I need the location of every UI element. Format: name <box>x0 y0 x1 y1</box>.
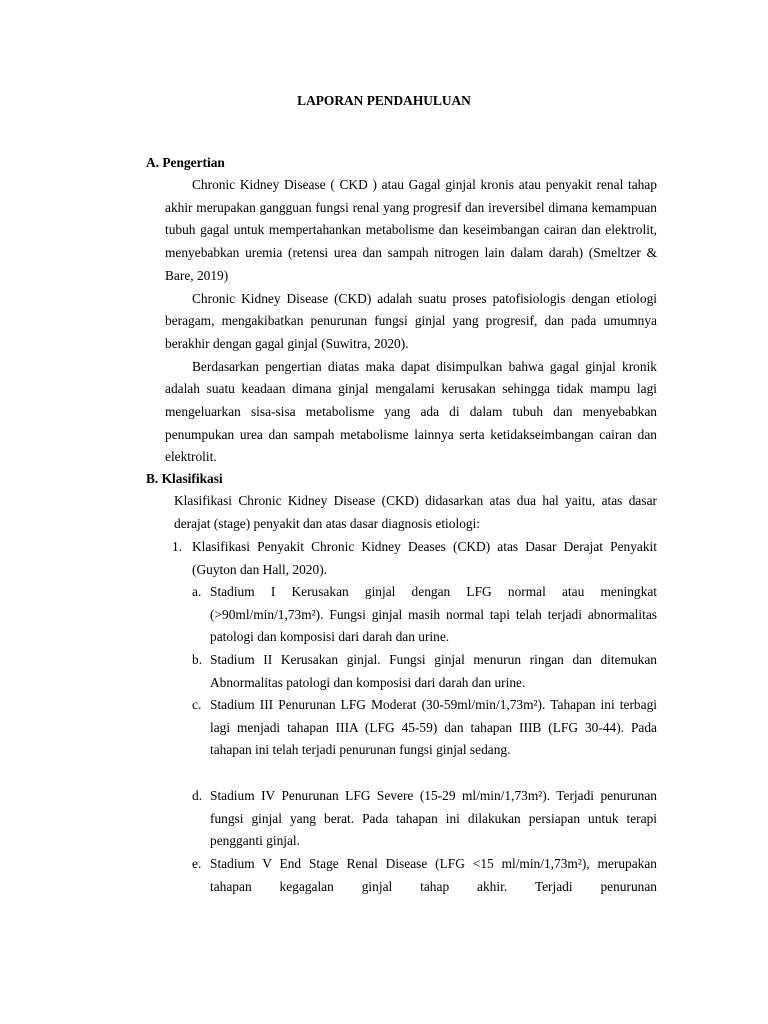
sublist-marker: e. <box>192 856 202 871</box>
sublist-item-d: Stadium IV Penurunan LFG Severe (15-29 ml/min/1,73m²). Terjadi penurunan fungsi ginjal yang berat. Pada tahapan ini dilakukan persiapan untuk terapi pengganti ginjal. <box>210 788 657 849</box>
sublist-marker: d. <box>192 788 203 803</box>
section-b-heading: B. Klasifikasi <box>146 471 223 486</box>
section-b-intro: Klasifikasi Chronic Kidney Disease (CKD) didasarkan atas dua hal yaitu, atas dasar derajat (stage) penyakit dan atas dasar diagnosis etiologi: <box>174 493 657 531</box>
sublist-item-b: Stadium II Kerusakan ginjal. Fungsi ginjal menurun ringan dan ditemukan Abnormalitas patologi dan komposisi dari darah dan urine. <box>210 652 657 690</box>
section-a-body <box>165 174 657 469</box>
sublist-item-a: Stadium I Kerusakan ginjal dengan LFG normal atau meningkat (>90ml/min/1,73m²). Fungsi ginjal masih normal tapi telah terjadi abnormalitas patologi dan komposisi dari darah dan urine. <box>210 584 657 645</box>
sublist-marker: b. <box>192 652 203 667</box>
section-a-paragraph: Chronic Kidney Disease ( CKD ) atau Gagal ginjal kronis atau penyakit renal tahap akhir merupakan gangguan fungsi renal yang progresif dan ireversibel dimana kemampuan tubuh gagal untuk mempertahankan metabolisme dan keseimbangan cairan dan elektrolit, menyebabkan uremia (retensi urea dan sampah nitrogen lain dalam darah) (Smeltzer & Bare, 2019) <box>165 177 657 283</box>
document-title: LAPORAN PENDAHULUAN <box>297 93 471 108</box>
section-a-paragraph: Berdasarkan pengertian diatas maka dapat disimpulkan bahwa gagal ginjal kronik adalah suatu keadaan dimana ginjal mengalami kerusakan sehingga tidak mampu lagi mengeluarkan sisa-sisa metabolisme yang ada di dalam tubuh dan menyebabkan penumpukan urea dan sampah metabolisme lainnya serta ketidakseimbangan cairan dan elektrolit. <box>165 358 657 465</box>
sublist-item-c: Stadium III Penurunan LFG Moderat (30-59ml/min/1,73m²). Tahapan ini terbagi lagi menjadi tahapan IIIA (LFG 45-59) dan tahapan IIIB (LFG 30-44). Pada tahapan ini telah terjadi penurunan fungsi ginjal sedang. <box>210 697 657 758</box>
list-marker: 1. <box>172 539 183 554</box>
sublist-marker: a. <box>192 584 202 599</box>
sublist-item-e: Stadium V End Stage Renal Disease (LFG <15 ml/min/1,73m²), merupakan tahapan kegagalan ginjal tahap akhir. Terjadi penurunan <box>210 856 657 894</box>
list-item-1-text: Klasifikasi Penyakit Chronic Kidney Deases (CKD) atas Dasar Derajat Penyakit (Guyton dan Hall, 2020). <box>192 539 657 577</box>
section-a-paragraph: Chronic Kidney Disease (CKD) adalah suatu proses patofisiologis dengan etiologi beragam, mengakibatkan penurunan fungsi ginjal yang progresif, dan pada umumnya berakhir dengan gagal ginjal (Suwitra, 2020). <box>165 290 657 351</box>
section-a-heading: A. Pengertian <box>146 155 225 170</box>
sublist-marker: c. <box>192 697 202 712</box>
